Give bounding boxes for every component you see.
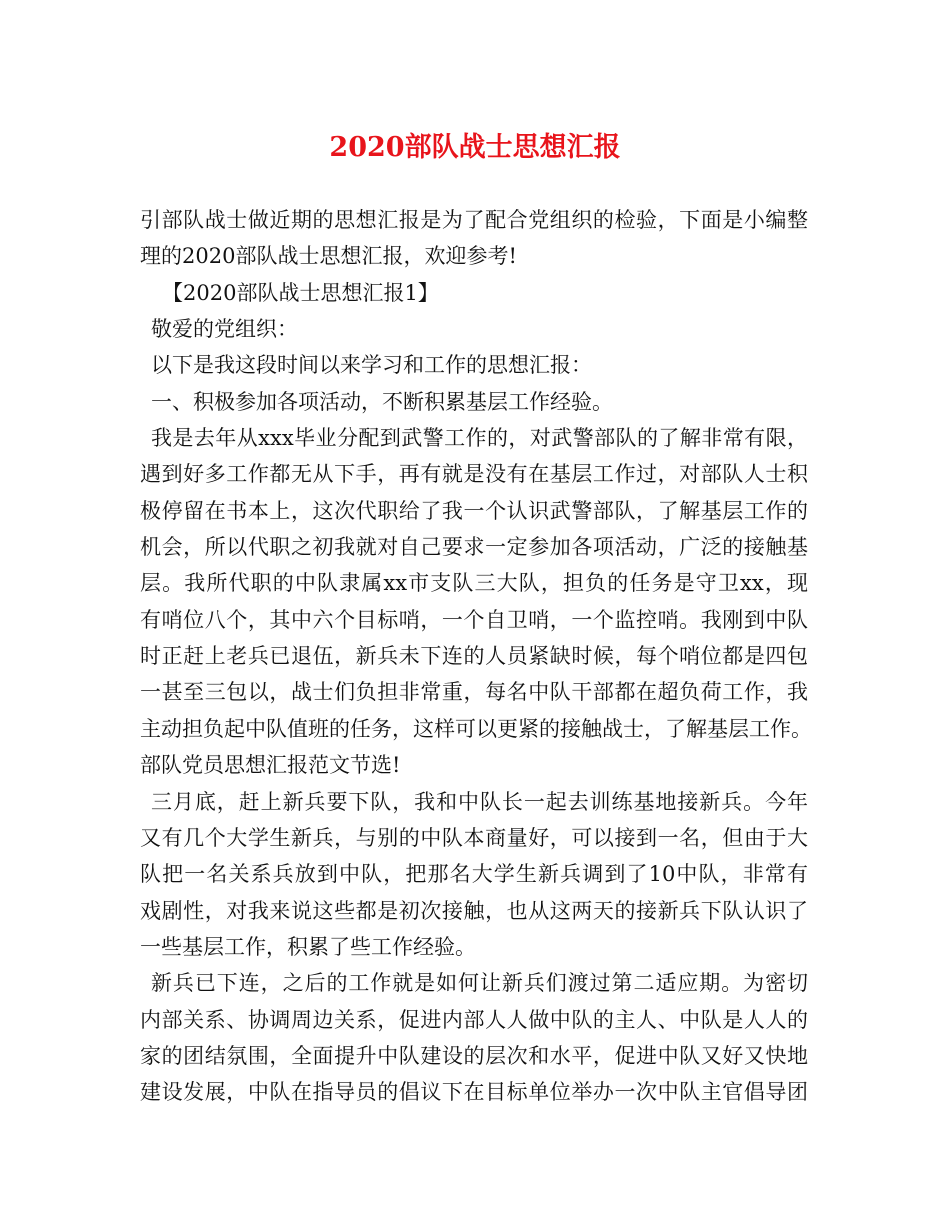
body-line: 有哨位八个，其中六个目标哨，一个自卫哨，一个监控哨。我刚到中队 <box>140 607 808 632</box>
body-line: 一、积极参加各项活动，不断积累基层工作经验。 <box>151 389 613 414</box>
body-line: 时正赶上老兵已退伍，新兵未下连的人员紧缺时候，每个哨位都是四包 <box>140 644 808 669</box>
body-line: 戏剧性，对我来说这些都是初次接触，也从这两天的接新兵下队认识了 <box>140 898 808 923</box>
body-line: 遇到好多工作都无从下手，再有就是没有在基层工作过，对部队人士积 <box>140 462 808 487</box>
body-line: 一些基层工作，积累了些工作经验。 <box>140 934 476 959</box>
body-line: 机会，所以代职之初我就对自己要求一定参加各项活动，广泛的接触基 <box>140 535 808 560</box>
body-line: 我是去年从xxx毕业分配到武警工作的，对武警部队的了解非常有限， <box>151 426 808 451</box>
body-line: 部队党员思想汇报范文节选! <box>140 753 401 778</box>
body-line: 以下是我这段时间以来学习和工作的思想汇报： <box>151 353 592 378</box>
body-line: 层。我所代职的中队隶属xx市支队三大队，担负的任务是守卫xx，现 <box>140 571 808 596</box>
document-body <box>140 202 812 1111</box>
body-line: 又有几个大学生新兵，与别的中队本商量好，可以接到一名，但由于大 <box>140 825 808 850</box>
body-line: 三月底，赶上新兵要下队，我和中队长一起去训练基地接新兵。今年 <box>151 789 808 814</box>
body-line: 敬爱的党组织： <box>151 317 298 342</box>
body-line: 【2020部队战士思想汇报1】 <box>162 280 439 305</box>
body-line: 新兵已下连，之后的工作就是如何让新兵们渡过第二适应期。为密切 <box>151 971 808 996</box>
body-line: 建设发展，中队在指导员的倡议下在目标单位举办一次中队主官倡导团 <box>140 1080 808 1105</box>
document-title: 2020部队战士思想汇报 <box>329 132 621 163</box>
body-line: 家的团结氛围，全面提升中队建设的层次和水平，促进中队又好又快地 <box>140 1043 808 1068</box>
body-line: 主动担负起中队值班的任务，这样可以更紧的接触战士，了解基层工作。 <box>140 716 812 741</box>
body-line: 内部关系、协调周边关系，促进内部人人做中队的主人、中队是人人的 <box>140 1007 808 1032</box>
body-line: 引部队战士做近期的思想汇报是为了配合党组织的检验，下面是小编整 <box>140 208 808 232</box>
body-line: 极停留在书本上，这次代职给了我一个认识武警部队，了解基层工作的 <box>140 498 808 523</box>
body-line: 理的2020部队战士思想汇报，欢迎参考! <box>140 244 517 269</box>
body-line: 一甚至三包以，战士们负担非常重，每名中队干部都在超负荷工作，我 <box>140 680 808 705</box>
body-line: 队把一名关系兵放到中队，把那名大学生新兵调到了10中队，非常有 <box>140 862 808 887</box>
